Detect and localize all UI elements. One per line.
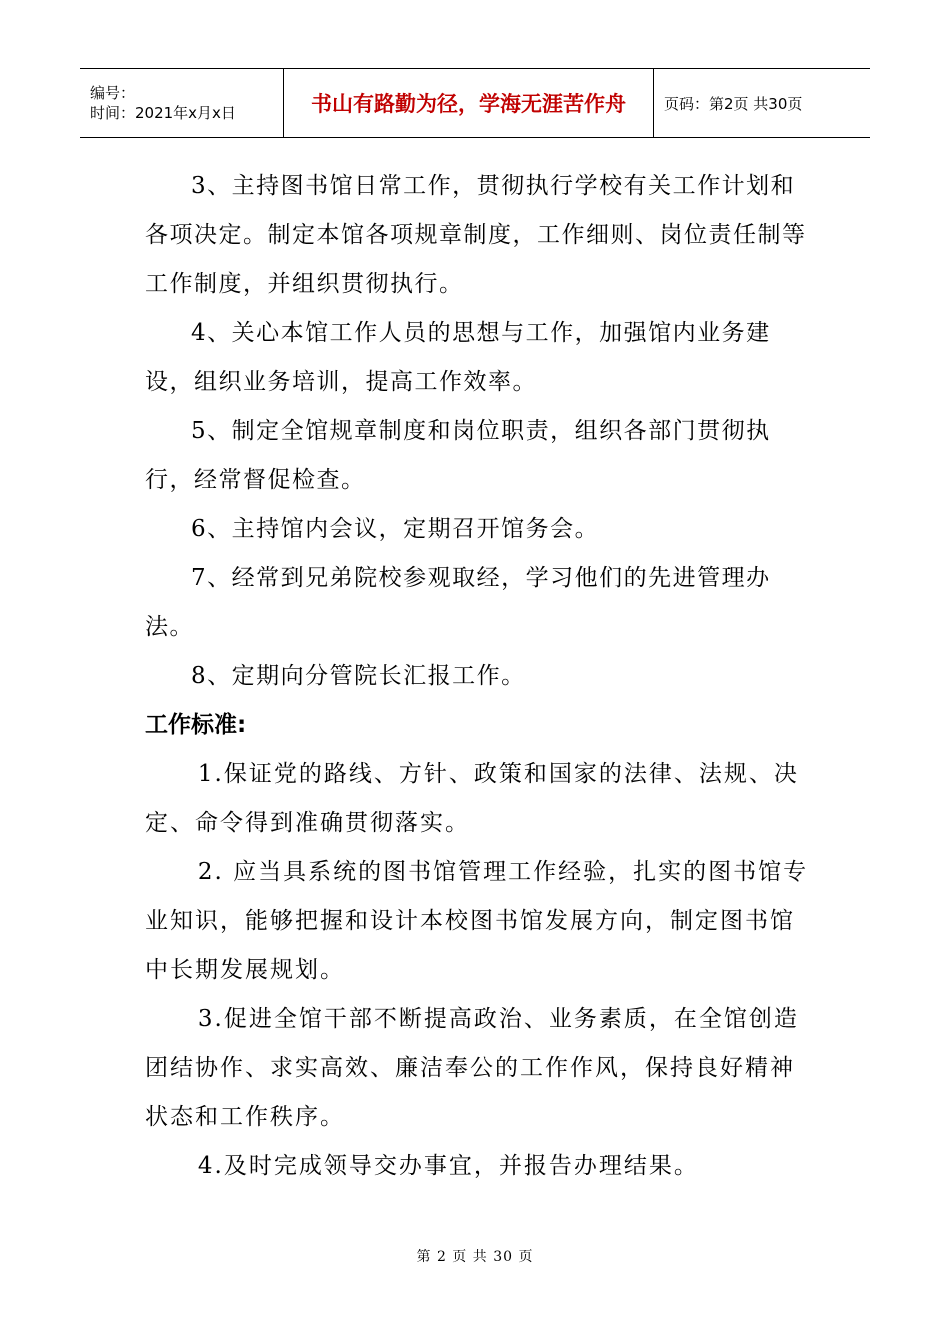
number-label: 编号：: [90, 84, 136, 102]
duty-paragraph: 5、制定全馆规章制度和岗位职责，组织各部门贯彻执行，经常督促检查。: [145, 418, 771, 493]
motto-text: 书山有路勤为径，学海无涯苦作舟: [311, 92, 626, 116]
header-motto-cell: [284, 69, 654, 137]
time-label: 时间：2021年x月x日: [90, 104, 236, 122]
standard-paragraph: 2. 应当具系统的图书馆管理工作经验，扎实的图书馆专业知识，能够把握和设计本校图书馆发展方向，制定图书馆中长期发展规划。: [145, 859, 809, 983]
page-info: 页码：第2页 共30页: [664, 94, 803, 113]
standard-paragraph: 1.保证党的路线、方针、政策和国家的法律、法规、决定、命令得到准确贯彻落实。: [145, 761, 799, 836]
header-meta-cell: [80, 69, 284, 137]
duty-paragraph: 8、定期向分管院长汇报工作。: [191, 663, 526, 689]
header-page-cell: [654, 69, 870, 137]
document-body: [145, 162, 810, 1191]
duty-paragraph: 6、主持馆内会议，定期召开馆务会。: [191, 516, 600, 542]
page-footer: 第 2 页 共 30 页: [416, 1249, 534, 1265]
document-header: [80, 68, 870, 138]
duty-paragraph: 7、经常到兄弟院校参观取经，学习他们的先进管理办法。: [145, 565, 771, 640]
section-heading: 工作标准:: [145, 712, 247, 738]
duty-paragraph: 4、关心本馆工作人员的思想与工作，加强馆内业务建设，组织业务培训，提高工作效率。: [145, 320, 771, 395]
standard-paragraph: 3.促进全馆干部不断提高政治、业务素质，在全馆创造团结协作、求实高效、廉洁奉公的工作作风，保持良好精神状态和工作秩序。: [145, 1006, 799, 1130]
standard-paragraph: 4.及时完成领导交办事宜，并报告办理结果。: [197, 1153, 699, 1179]
duty-paragraph: 3、主持图书馆日常工作，贯彻执行学校有关工作计划和各项决定。制定本馆各项规章制度，工作细则、岗位责任制等工作制度，并组织贯彻执行。: [145, 173, 807, 297]
